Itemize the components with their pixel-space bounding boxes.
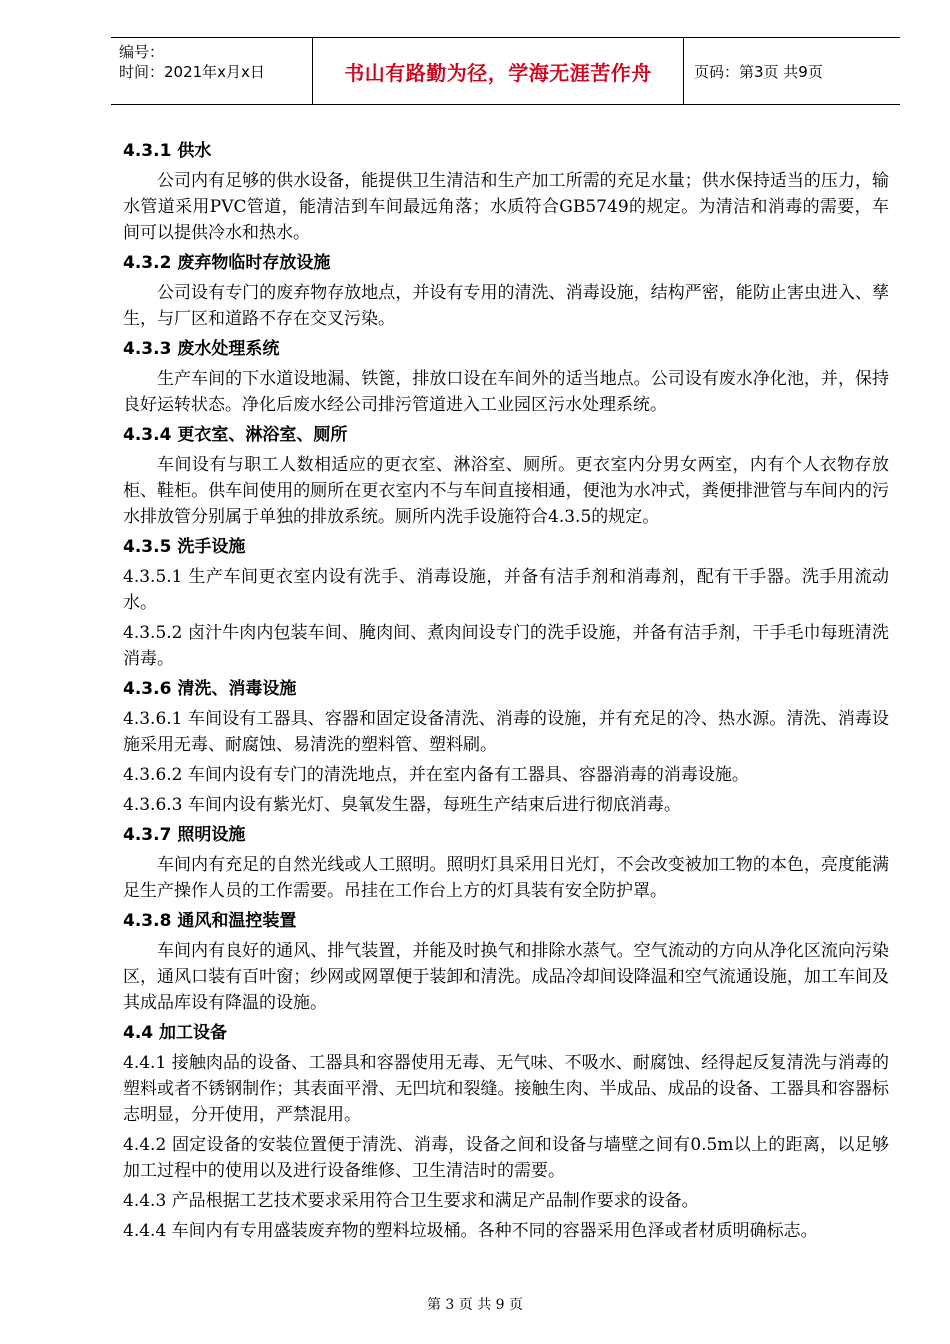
section-heading: 4.4 加工设备 [123, 1023, 228, 1043]
body-paragraph: 4.3.5.1 生产车间更衣室内设有洗手、消毒设施，并备有洁手剂和消毒剂，配有干手器。洗手用流动水。 [123, 567, 889, 613]
section-heading: 4.3.5 洗手设施 [123, 537, 246, 557]
body-paragraph: 生产车间的下水道设地漏、铁篦，排放口设在车间外的适当地点。公司设有废水净化池，并，保持良好运转状态。净化后废水经公司排污管道进入工业园区污水处理系统。 [123, 369, 889, 415]
page-footer [0, 1294, 950, 1314]
document-date: 时间：2021年x月x日 [119, 63, 265, 81]
body-paragraph: 4.4.2 固定设备的安装位置便于清洗、消毒，设备之间和设备与墙壁之间有0.5m以上的距离，以足够加工过程中的使用以及进行设备维修、卫生清洁时的需要。 [123, 1135, 889, 1181]
header-meta [111, 38, 312, 104]
header-motto-cell [312, 38, 684, 104]
document-body [123, 138, 889, 1248]
body-paragraph: 4.3.6.1 车间设有工器具、容器和固定设备清洗、消毒的设施，并有充足的冷、热水源。清洗、消毒设施采用无毒、耐腐蚀、易清洗的塑料管、塑料刷。 [123, 709, 889, 755]
body-paragraph: 4.3.5.2 卤汁牛肉内包装车间、腌肉间、煮肉间设专门的洗手设施，并备有洁手剂，干手毛巾每班清洗消毒。 [123, 623, 889, 669]
section-heading: 4.3.4 更衣室、淋浴室、厕所 [123, 425, 348, 445]
body-paragraph: 4.4.4 车间内有专用盛装废弃物的塑料垃圾桶。各种不同的容器采用色泽或者材质明确标志。 [123, 1221, 818, 1241]
document-header [111, 37, 900, 105]
body-paragraph: 4.3.6.2 车间内设有专门的清洗地点，并在室内备有工器具、容器消毒的消毒设施。 [123, 765, 749, 785]
body-paragraph: 公司内有足够的供水设备，能提供卫生清洁和生产加工所需的充足水量；供水保持适当的压力，输水管道采用PVC管道，能清洁到车间最远角落；水质符合GB5749的规定。为清洁和消毒的需要，车间可以提供冷水和热水。 [123, 171, 889, 243]
header-page-info: 页码：第3页 共9页 [694, 62, 823, 81]
document-number-label: 编号： [119, 43, 165, 61]
section-heading: 4.3.3 废水处理系统 [123, 339, 280, 359]
body-paragraph: 车间设有与职工人数相适应的更衣室、淋浴室、厕所。更衣室内分男女两室，内有个人衣物存放柜、鞋柜。供车间使用的厕所在更衣室内不与车间直接相通，便池为水冲式，粪便排泄管与车间内的污水排放管分别属于单独的排放系统。厕所内洗手设施符合4.3.5的规定。 [123, 455, 889, 527]
header-page-info-cell [684, 38, 900, 104]
section-heading: 4.3.6 清洗、消毒设施 [123, 679, 297, 699]
body-paragraph: 4.4.3 产品根据工艺技术要求采用符合卫生要求和满足产品制作要求的设备。 [123, 1191, 699, 1211]
footer-page-number: 第 3 页 共 9 页 [426, 1297, 524, 1313]
body-paragraph: 公司设有专门的废弃物存放地点，并设有专用的清洗、消毒设施，结构严密，能防止害虫进入、孳生，与厂区和道路不存在交叉污染。 [123, 283, 889, 329]
body-paragraph: 4.4.1 接触肉品的设备、工器具和容器使用无毒、无气味、不吸水、耐腐蚀、经得起反复清洗与消毒的塑料或者不锈钢制作；其表面平滑、无凹坑和裂缝。接触生肉、半成品、成品的设备、工器具和容器标志明显，分开使用，严禁混用。 [123, 1053, 889, 1125]
section-heading: 4.3.8 通风和温控装置 [123, 911, 297, 931]
section-heading: 4.3.2 废弃物临时存放设施 [123, 253, 331, 273]
body-paragraph: 车间内有良好的通风、排气装置，并能及时换气和排除水蒸气。空气流动的方向从净化区流向污染区，通风口装有百叶窗；纱网或网罩便于装卸和清洗。成品冷却间设降温和空气流通设施，加工车间及其成品库设有降温的设施。 [123, 941, 889, 1013]
body-paragraph: 车间内有充足的自然光线或人工照明。照明灯具采用日光灯，不会改变被加工物的本色，亮度能满足生产操作人员的工作需要。吊挂在工作台上方的灯具装有安全防护罩。 [123, 855, 889, 901]
section-heading: 4.3.1 供水 [123, 141, 212, 161]
section-heading: 4.3.7 照明设施 [123, 825, 246, 845]
header-motto: 书山有路勤为径，学海无涯苦作舟 [344, 60, 652, 85]
body-paragraph: 4.3.6.3 车间内设有紫光灯、臭氧发生器，每班生产结束后进行彻底消毒。 [123, 795, 681, 815]
